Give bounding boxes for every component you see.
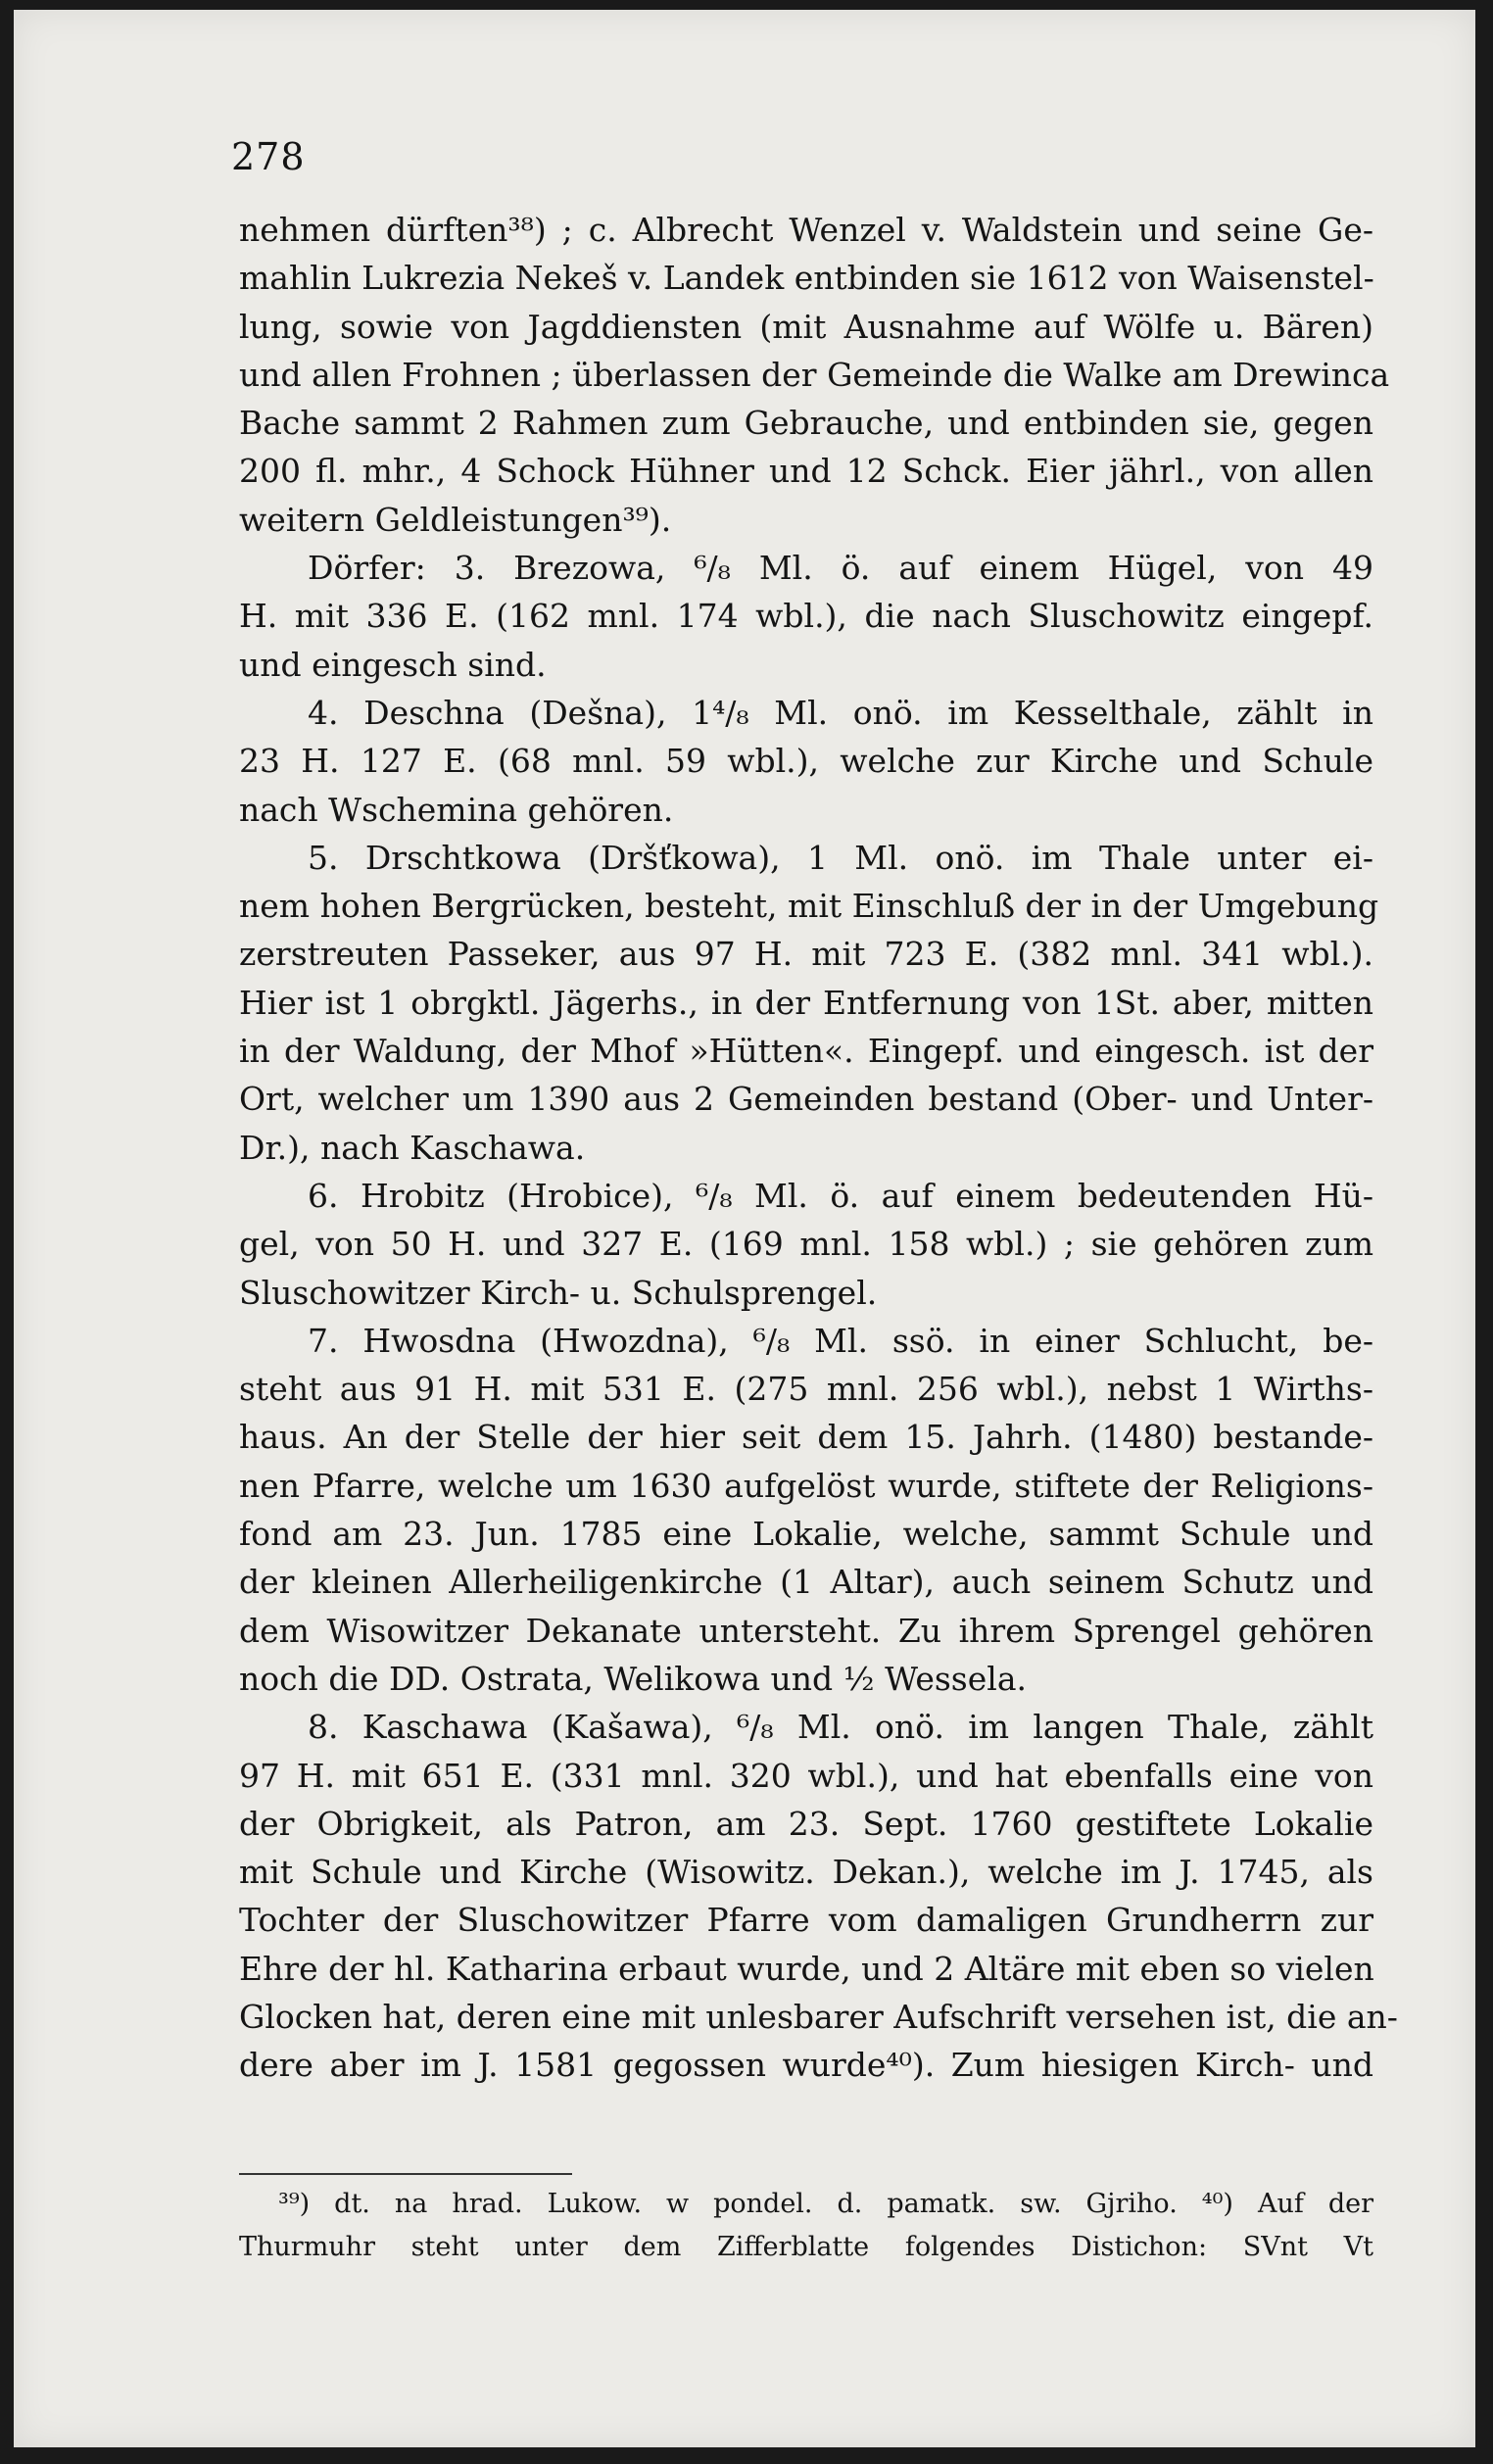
text-line-36: Tochter der Sluschowitzer Pfarre vom damaligen Grundherrn zur: [239, 1901, 1373, 1940]
text-line-11: 4. Deschna (Dešna), 1⁴/₈ Ml. onö. im Kesselthale, zählt in: [308, 693, 1373, 732]
text-line-35: mit Schule und Kirche (Wisowitz. Dekan.), welche im J. 1745, als: [239, 1853, 1373, 1892]
text-line-22: gel, von 50 H. und 327 E. (169 mnl. 158 wbl.) ; sie gehören zum: [239, 1225, 1373, 1264]
text-line-32: 8. Kaschawa (Kašawa), ⁶/₈ Ml. onö. im langen Thale, zählt: [308, 1708, 1373, 1747]
text-line-28: fond am 23. Jun. 1785 eine Lokalie, welche, sammt Schule und: [239, 1515, 1373, 1554]
text-line-30: dem Wisowitzer Dekanate untersteht. Zu ihrem Sprengel gehören: [239, 1611, 1373, 1650]
text-line-23: Sluschowitzer Kirch- u. Schulsprengel.: [239, 1273, 878, 1312]
text-line-29: der kleinen Allerheiligenkirche (1 Altar), auch seinem Schutz und: [239, 1563, 1373, 1602]
text-line-21: 6. Hrobitz (Hrobice), ⁶/₈ Ml. ö. auf einem bedeutenden Hü-: [308, 1176, 1373, 1215]
text-line-18: in der Waldung, der Mhof »Hütten«. Eingepf. und eingesch. ist der: [239, 1032, 1373, 1071]
text-line-14: 5. Drschtkowa (Dršťkowa), 1 Ml. onö. im Thale unter ei-: [308, 838, 1373, 877]
text-line-5: Bache sammt 2 Rahmen zum Gebrauche, und entbinden sie, gegen: [239, 404, 1373, 443]
text-line-4: und allen Frohnen ; überlassen der Gemeinde die Walke am Drewinca: [239, 355, 1390, 394]
text-line-39: dere aber im J. 1581 gegossen wurde⁴⁰). Zum hiesigen Kirch- und: [239, 2046, 1373, 2085]
text-line-17: Hier ist 1 obrgktl. Jägerhs., in der Entfernung von 1St. aber, mitten: [239, 983, 1373, 1022]
text-line-6: 200 fl. mhr., 4 Schock Hühner und 12 Schck. Eier jährl., von allen: [239, 452, 1373, 491]
text-line-38: Glocken hat, deren eine mit unlesbarer Aufschrift versehen ist, die an-: [239, 1997, 1398, 2036]
text-line-26: haus. An der Stelle der hier seit dem 15. Jahrh. (1480) bestande-: [239, 1418, 1373, 1457]
text-line-8: Dörfer: 3. Brezowa, ⁶/₈ Ml. ö. auf einem Hügel, von 49: [308, 549, 1373, 588]
text-line-15: nem hohen Bergrücken, besteht, mit Einschluß der in der Umgebung: [239, 887, 1379, 926]
text-line-20: Dr.), nach Kaschawa.: [239, 1128, 586, 1167]
footnote-line-1: ³⁹) dt. na hrad. Lukow. w pondel. d. pamatk. sw. Gjriho. ⁴⁰) Auf der: [278, 2189, 1373, 2219]
text-line-1: nehmen dürften³⁸) ; c. Albrecht Wenzel v. Waldstein und seine Ge-: [239, 211, 1373, 249]
text-line-2: mahlin Lukrezia Nekeš v. Landek entbinden sie 1612 von Waisenstel-: [239, 259, 1374, 298]
text-line-27: nen Pfarre, welche um 1630 aufgelöst wurde, stiftete der Religions-: [239, 1466, 1373, 1505]
text-line-7: weitern Geldleistungen³⁹).: [239, 500, 672, 539]
text-line-31: noch die DD. Ostrata, Welikowa und ½ Wessela.: [239, 1659, 1027, 1698]
text-line-10: und eingesch sind.: [239, 645, 547, 684]
text-line-25: steht aus 91 H. mit 531 E. (275 mnl. 256 wbl.), nebst 1 Wirths-: [239, 1370, 1373, 1409]
text-line-19: Ort, welcher um 1390 aus 2 Gemeinden bestand (Ober- und Unter-: [239, 1080, 1373, 1119]
book-page: [14, 10, 1475, 2447]
text-line-12: 23 H. 127 E. (68 mnl. 59 wbl.), welche zur Kirche und Schule: [239, 742, 1373, 781]
footnote-line-2: Thurmuhr steht unter dem Zifferblatte folgendes Distichon: SVnt Vt: [239, 2232, 1373, 2262]
text-line-24: 7. Hwosdna (Hwozdna), ⁶/₈ Ml. ssö. in einer Schlucht, be-: [308, 1321, 1373, 1360]
footnote-divider: [239, 2173, 572, 2175]
text-line-9: H. mit 336 E. (162 mnl. 174 wbl.), die nach Sluschowitz eingepf.: [239, 597, 1373, 636]
text-line-16: zerstreuten Passeker, aus 97 H. mit 723 E. (382 mnl. 341 wbl.).: [239, 935, 1373, 974]
text-line-37: Ehre der hl. Katharina erbaut wurde, und 2 Altäre mit eben so vielen: [239, 1949, 1374, 1988]
text-line-13: nach Wschemina gehören.: [239, 790, 674, 829]
text-line-34: der Obrigkeit, als Patron, am 23. Sept. 1760 gestiftete Lokalie: [239, 1804, 1373, 1843]
page-number: 278: [231, 135, 306, 178]
footnotes: [239, 2183, 1373, 2269]
main-text: [239, 206, 1398, 2090]
text-line-33: 97 H. mit 651 E. (331 mnl. 320 wbl.), und hat ebenfalls eine von: [239, 1756, 1373, 1795]
text-line-3: lung, sowie von Jagddiensten (mit Ausnahme auf Wölfe u. Bären): [239, 307, 1373, 346]
